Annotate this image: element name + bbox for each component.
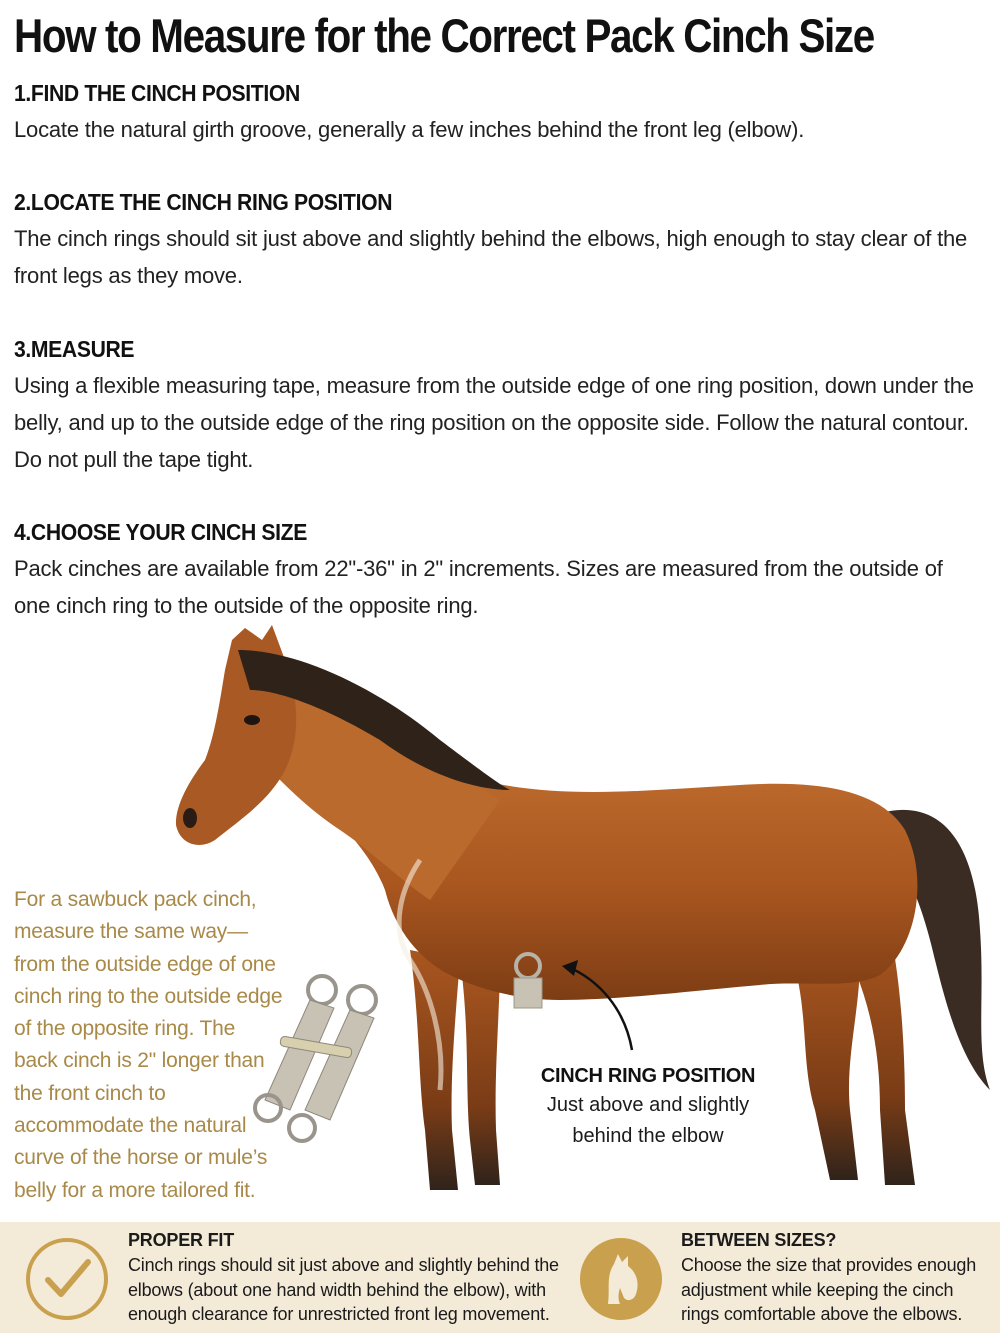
horse-head-icon [580,1238,662,1320]
sawbuck-note: For a sawbuck pack cinch, measure the same way—from the outside edge of one cinch ring to the outside edge of the opposite ring. The back cinch is 2" longer than the front cinch to accommodate the natural curve of the horse or mule’s belly for a more tailored fit. [14,888,283,1202]
horse-nostril [183,808,197,828]
step-heading: 1.FIND THE CINCH POSITION [14,80,300,106]
cinch-ring-callout [528,1065,768,1152]
tip-heading: BETWEEN SIZES? [681,1230,837,1250]
step-text: Using a flexible measuring tape, measure from the outside edge of one ring position, down under the belly, and up to the outside edge of the ring position on the opposite side. Follow the natural contour. Do not pull the tape tight. [14,373,974,472]
step-heading: 2.LOCATE THE CINCH RING POSITION [14,189,393,215]
between-sizes-tip [681,1230,991,1327]
page-title: How to Measure for the Correct Pack Cinch Size [14,9,874,62]
horse-front-leg [460,960,500,1185]
tip-text: Cinch rings should sit just above and slightly behind the elbows (about one hand width behind the elbow), with enough clearance for unrestricted front leg movement. [128,1255,559,1324]
callout-heading: CINCH RING POSITION [540,1065,756,1087]
cinch-strap [514,978,542,1008]
step-locate-ring-position [14,189,974,294]
step-choose-size [14,519,974,624]
step-find-cinch-position [14,80,974,148]
callout-text: Just above and slightly behind the elbow [546,1094,750,1147]
proper-fit-tip [128,1230,573,1327]
tip-heading: PROPER FIT [128,1230,235,1250]
footer-tips [0,1222,1000,1333]
step-text: Locate the natural girth groove, generally a few inches behind the front leg (elbow). [14,117,805,142]
step-text: The cinch rings should sit just above and slightly behind the elbows, high enough to stay clear of the front legs as they move. [14,226,968,288]
checkmark-icon [26,1238,108,1320]
tip-text: Choose the size that provides enough adjustment while keeping the cinch rings comfortable above the elbows. [681,1255,977,1324]
step-heading: 3.MEASURE [14,336,135,362]
horse-front-leg [410,950,460,1190]
step-text: Pack cinches are available from 22"-36" in 2" increments. Sizes are measured from the outside of one cinch ring to the outside of the opposite ring. [14,556,943,618]
step-heading: 4.CHOOSE YOUR CINCH SIZE [14,519,307,545]
step-measure [14,336,974,478]
horse-hind-leg [790,950,860,1180]
horse-eye [244,715,260,725]
